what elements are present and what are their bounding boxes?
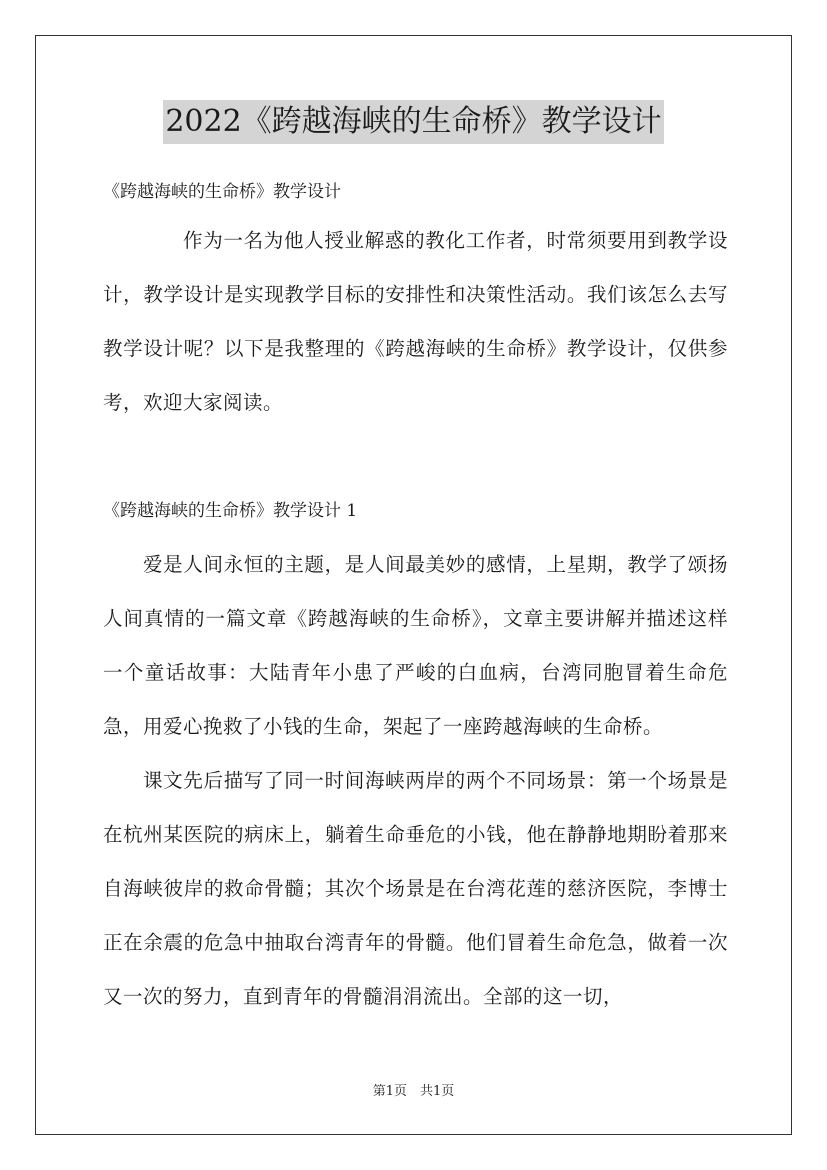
document-subtitle: 《跨越海峡的生命桥》教学设计 xyxy=(103,182,341,202)
title-container xyxy=(0,100,827,144)
body-paragraph-1: 爱是人间永恒的主题，是人间最美妙的感情，上星期，教学了颂扬人间真情的一篇文章《跨越海峡的生命桥》，文章主要讲解并描述这样一个童话故事：大陆青年小患了严峻的白血病，台湾同胞冒着生命危急，用爱心挽救了小钱的生命，架起了一座跨越海峡的生命桥。 xyxy=(103,553,728,738)
document-body xyxy=(103,170,728,1024)
page-footer: 第1页 共1页 xyxy=(372,1084,455,1099)
paragraph-spacer xyxy=(103,430,728,484)
document-title: 2022《跨越海峡的生命桥》教学设计 xyxy=(163,100,663,144)
intro-paragraph: 作为一名为他人授业解惑的教化工作者，时常须要用到教学设计，教学设计是实现教学目标的安排性和决策性活动。我们该怎么去写教学设计呢？以下是我整理的《跨越海峡的生命桥》教学设计，仅供参考，欢迎大家阅读。 xyxy=(103,229,728,414)
body-paragraph-2: 课文先后描写了同一时间海峡两岸的两个不同场景：第一个场景是在杭州某医院的病床上，躺着生命垂危的小钱，他在静静地期盼着那来自海峡彼岸的救命骨髓；其次个场景是在台湾花莲的慈济医院，李博士正在余震的危急中抽取台湾青年的骨髓。他们冒着生命危急，做着一次又一次的努力，直到青年的骨髓涓涓流出。全部的这一切， xyxy=(103,769,728,1008)
section-heading: 《跨越海峡的生命桥》教学设计 1 xyxy=(103,501,358,521)
